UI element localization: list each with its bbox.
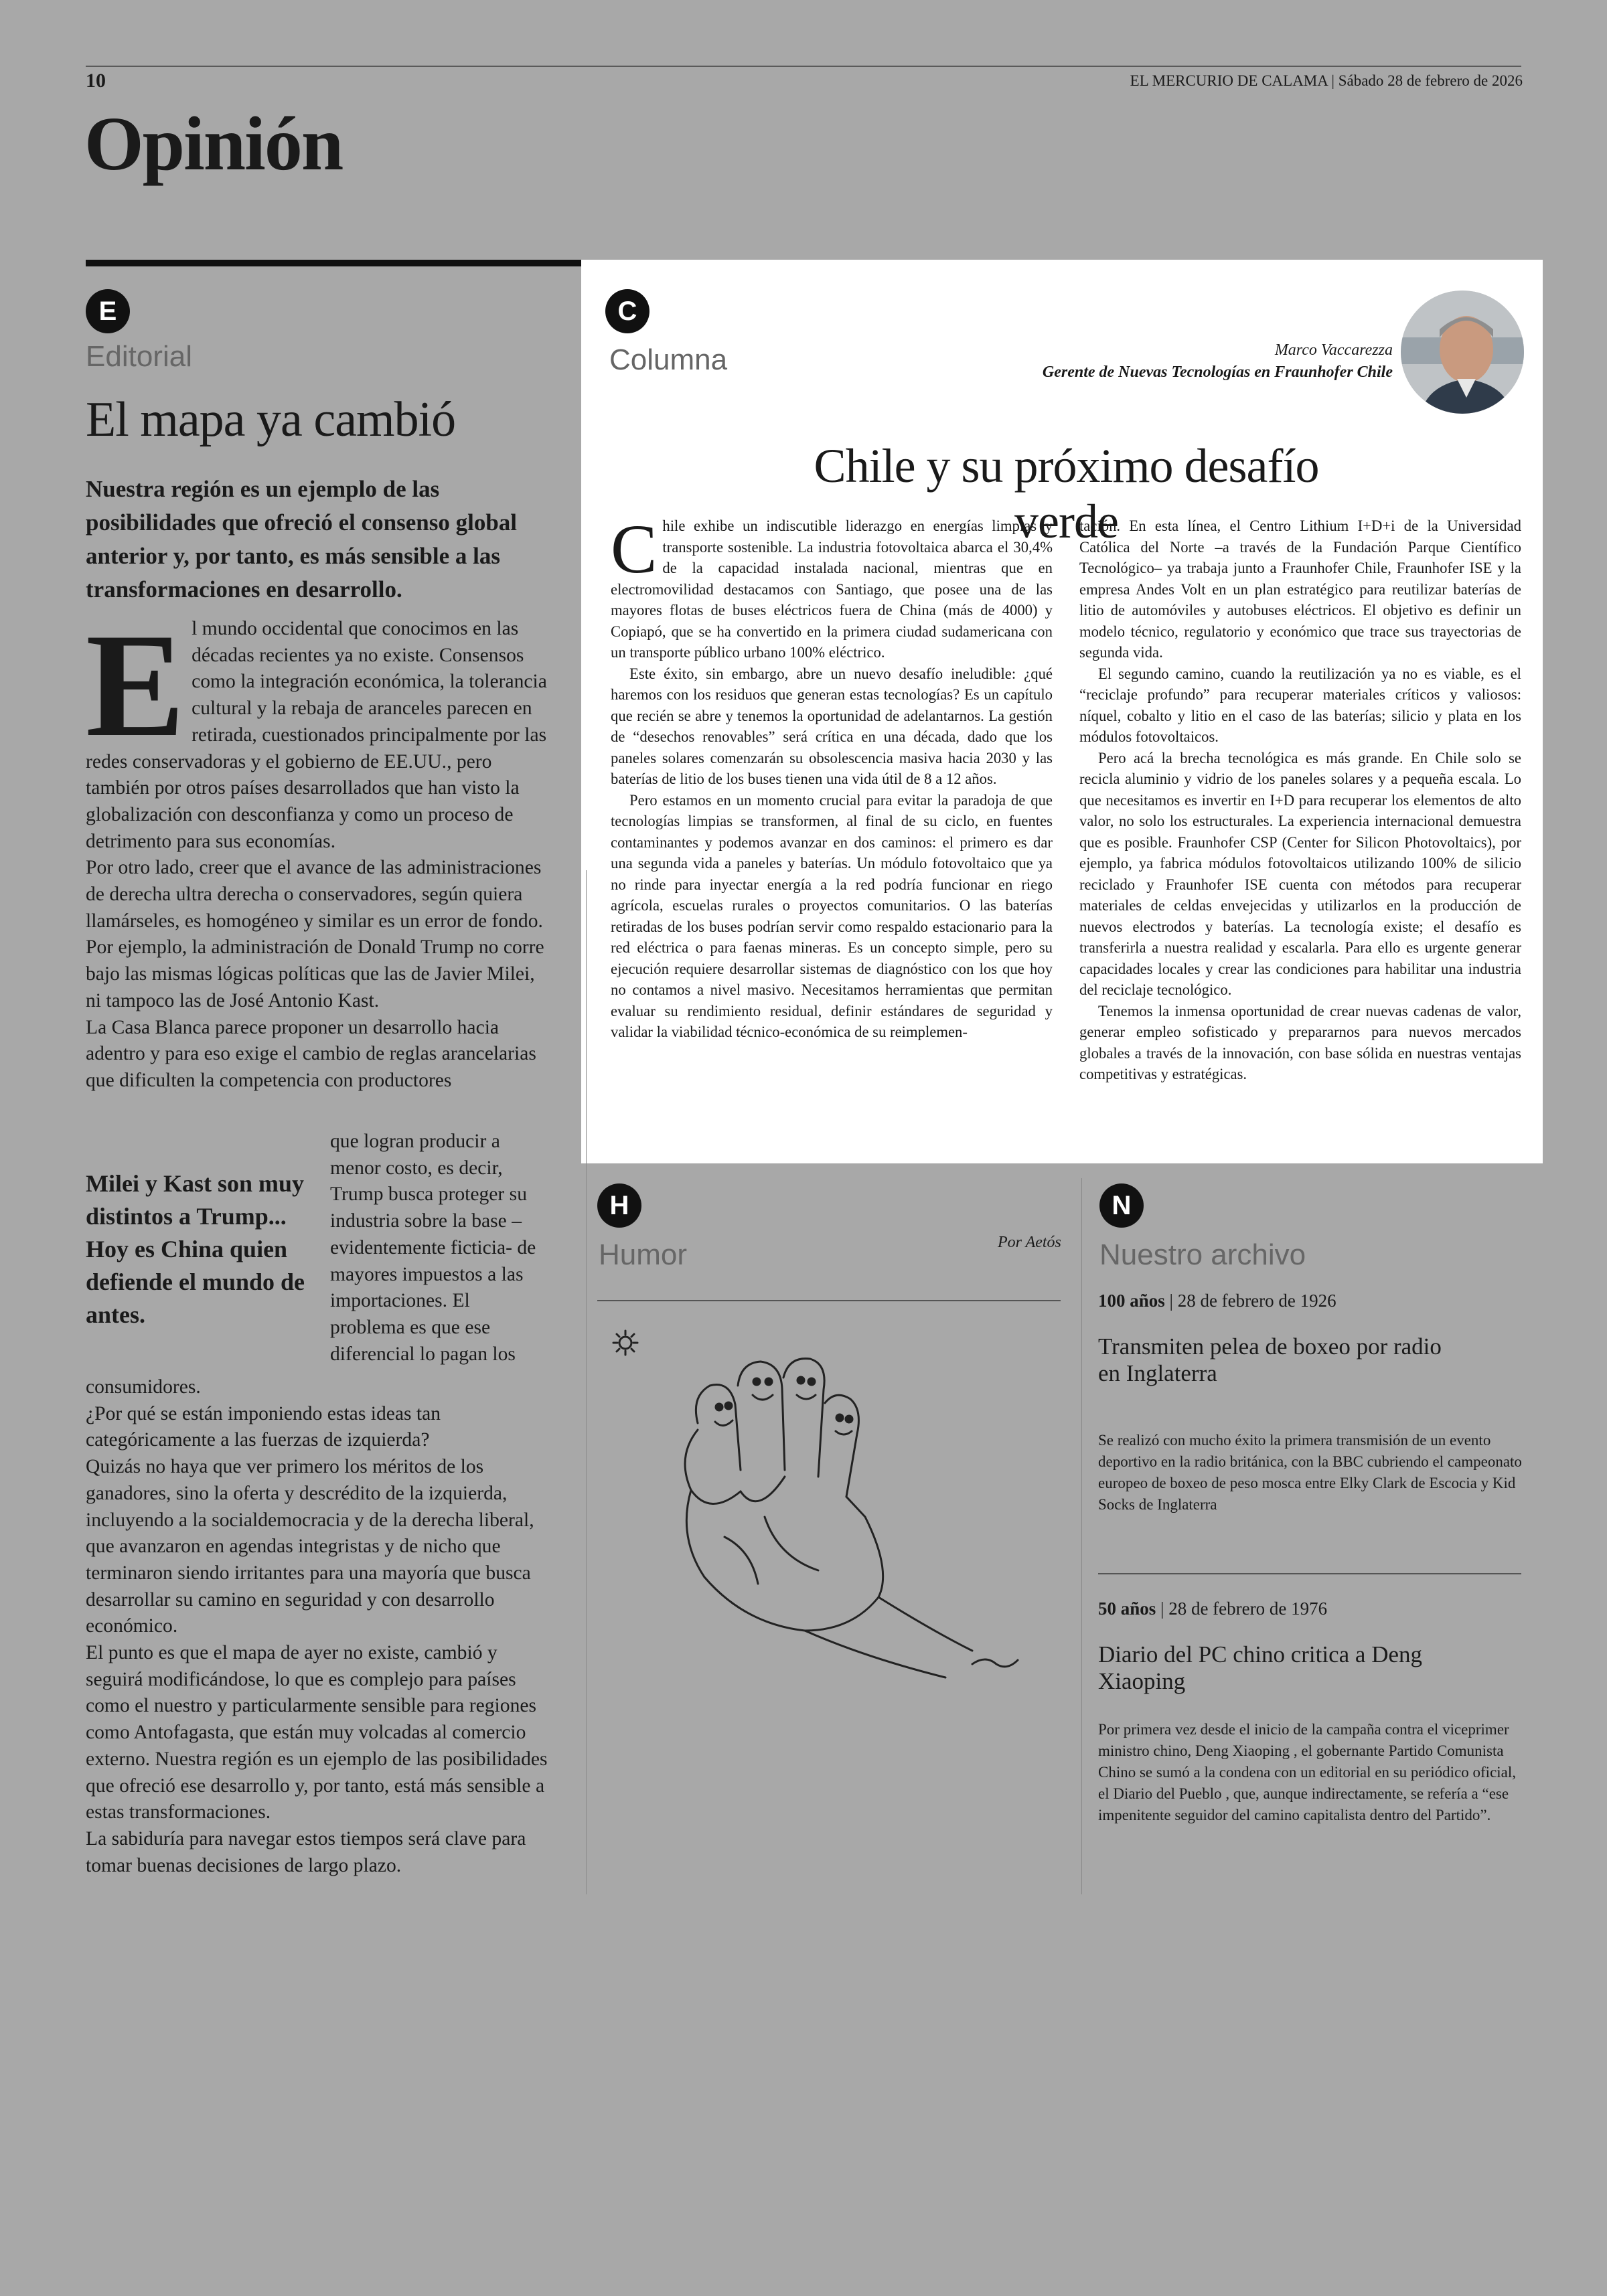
column-paragraph: Pero acá la brecha tecnológica es más grande. En Chile solo se recicla aluminio y vidrio de los paneles solares y a pequeña escala. Lo que necesitamos es invertir en I+D para recuperar los elementos de alto valor, no solo los estructurales. La experiencia internacional demuestra que es posible. Fraunhofer CSP (Center for Silicon Photovoltaics), por ejemplo, ya fabrica módulos fotovoltaicos utilizando 100% de silicio reciclado y Fraunhofer ISE cuenta con métodos para recuperar materiales de celdas envejecidas y utilizarlos en la producción de nuevos electrodos y baterías. La tecnología existe; el desafío es transferirla a nuestra realidad y escalarla. Para ello es urgente generar capacidades locales y crear las condiciones para habilitar una industria del reciclaje tecnológico. [1079,749,1521,998]
archive-date: 28 de febrero de 1976 [1168,1598,1328,1619]
column-paragraph: Este éxito, sin embargo, abre un nuevo desafío ineludible: ¿qué haremos con los residuos que generan estas tecnologías? Es un capítulo que recién se abre y tenemos la oportunidad de adelantarnos. La gestión de “desechos renovables” será crítica en una década, dado que los paneles solares comenzarán su obsolescencia masiva hacia 2030 y las baterías de litio de los buses tienen una vida útil de 8 a 12 años. [611,665,1053,787]
editorial-paragraph: El punto es que el mapa de ayer no existe, cambió y seguirá modificándose, lo que es complejo para países como el nuestro y particularmente sensible para regiones como Antofagasta, que están muy volcadas al comercio externo. Nuestra región es un ejemplo de las posibilidades que ofreció ese desarrollo y, por tanto, está más sensible a estas transformaciones. [86,1642,548,1823]
editorial-paragraph: consumidores. [86,1376,201,1398]
page-number: 10 [86,70,106,92]
archive-kicker: Nuestro archivo [1099,1238,1306,1271]
archive-headline: Transmiten pelea de boxeo por radio en Inglaterra [1098,1333,1442,1386]
folio: EL MERCURIO DE CALAMA | Sábado 28 de febrero de 2026 [1130,72,1523,89]
editorial-lead: Nuestra región es un ejemplo de las posibilidades que ofreció el consenso global anterior y, por tanto, es más sensible a las transformaciones en desarrollo. [86,476,518,602]
archive-text: Se realizó con mucho éxito la primera transmisión de un evento deportivo en la radio británica, con la BBC cubriendo el campeonato europeo de boxeo de peso mosca entre Elky Clark de Escocia y Kid Socks de Inglaterra [1098,1432,1522,1513]
top-rule [86,66,1521,67]
archive-years: 50 años [1098,1598,1156,1619]
issue-date: Sábado 28 de febrero de 2026 [1338,72,1523,89]
column-divider-left [586,870,587,1894]
editorial-paragraph: ¿Por qué se están imponiendo estas ideas tan categóricamente a las fuerzas de izquierda? [86,1402,441,1451]
column-paragraph: Pero estamos en un momento crucial para evitar la paradoja de que tecnologías limpias se transformen, al final de su ciclo, en fuentes contaminantes y podemos avanzar en dos caminos: el primero es dar una segunda vida a paneles y baterías. Un módulo fotovoltaico que ya no rinde para inyectar energía a la red podría funcionar en riego agrícola, escuelas rurales o proyectos comunitarios. O las baterías retiradas de los buses podrían servir como respaldo estacionario para la red eléctrica o para faenas mineras. Es un concepto simple, pero su ejecución requiere desarrollar sistemas de diagnóstico con los que hoy no contamos a nivel masivo. Necesitamos herramientas que permitan evaluar su rendimiento residual, definir estándares de seguridad y validar la viabilidad técnico-económica de su reimplemen- [611,791,1053,1040]
column-dropcap: C [611,511,658,588]
editorial-wrap-text: que logran producir a menor costo, es decir, Trump busca proteger su industria sobre la base –evidentemente ficticia- de mayores impuestos a las importaciones. El problema es que ese diferencial lo pagan los [330,1131,536,1365]
archive-item-label: 50 años | 28 de febrero de 1976 [1098,1598,1328,1619]
humor-kicker: Humor [599,1238,688,1271]
column-paragraph: tación. En esta línea, el Centro Lithium I+D+i de la Universidad Católica del Norte –a través de la Fundación Parque Científico Tecnológico– ya trabaja junto a Fraunhofer Chile, Fraunhofer ISE y la empresa Andes Volt en un plan estratégico para reutilizar baterías de litio de automóviles y autobuses eléctricos. El objetivo es definir un modelo técnico, regulatorio y económico que trace sus trayectorias de segunda vida. [1079,517,1521,661]
humor-badge: H [597,1183,641,1228]
column-kicker: Columna [609,343,728,376]
editorial-paragraph: La Casa Blanca parece proponer un desarrollo hacia adentro y para eso exige el cambio de reglas arancelarias que dificulten la competencia con productores [86,1016,536,1091]
editorial-badge: E [86,289,130,333]
archive-years: 100 años [1098,1291,1165,1311]
archive-item-label: 100 años | 28 de febrero de 1926 [1098,1291,1336,1311]
author-name: Marco Vaccarezza [1274,341,1393,359]
column-text-left [611,511,1053,1043]
column-text-right [1079,515,1521,1085]
archive-headline: Diario del PC chino critica a Deng Xiaoping [1098,1641,1423,1694]
archive-rule [1098,1573,1521,1574]
column-divider-right [1081,1178,1082,1894]
editorial-p1: l mundo occidental que conocimos en las décadas recientes ya no existe. Consensos como la integración económica, la tolerancia cultural y la rebaja de aranceles parecen en retirada, cuestionados principalmente por las redes conservadoras y el gobierno de EE.UU., pero también por otros países desarrollados que han visto la globalización con desconfianza y como un proceso de detrimento para sus economías. [86,618,547,852]
newspaper-name: EL MERCURIO DE CALAMA [1130,72,1328,89]
author-portrait-icon [1401,291,1524,414]
author-role: Gerente de Nuevas Tecnologías en Fraunhofer Chile [1042,363,1393,381]
editorial-pull-quote: Milei y Kast son muy distintos a Trump... Hoy es China quien defiende el mundo de antes. [86,1170,305,1328]
archive-text: Por primera vez desde el inicio de la campaña contra el viceprimer ministro chino, Deng Xiaoping , el gobernante Partido Comunista Chino se sumó a la condena con un editorial en su periódico oficial, el Diario del Pueblo , que, aunque indirectamente, se refería a “ese impenitente seguidor del camino capitalista dentro del Partido”. [1098,1721,1517,1823]
section-title: Opinión [84,101,343,186]
column-left-p1: hile exhibe un indiscutible liderazgo en energías limpias y transporte sostenible. La industria fotovoltaica abarca el 30,4% de la capacidad instalada nacional, mientras que en electromovilidad destacamos con Santiago, que posee una de las mayores flotas de buses eléctricos fuera de China (más de 4000) y Copiapó, que se ha convertido en la primera ciudad sudamericana con un transporte público urbano 100% eléctrico. [611,517,1053,661]
editorial-paragraph [86,603,548,855]
column-badge: C [605,289,649,333]
column-paragraph: Tenemos la inmensa oportunidad de crear nuevas cadenas de valor, generar empleo sofisticado y prepararnos para nuevos mercados globales a través de la innovación, con base sólida en nuestras ventajas competitivas y estratégicas. [1079,1002,1521,1082]
editorial-kicker: Editorial [86,340,192,373]
cartoon-illustration [597,1316,1059,1698]
column-paragraph [611,511,1053,663]
editorial-dropcap: E [86,603,185,768]
humor-credit: Por Aetós [998,1234,1061,1251]
editorial-body [86,603,548,1094]
editorial-paragraph: Quizás no haya que ver primero los méritos de los ganadores, sino la oferta y descrédito de la izquierda, incluyendo a la socialdemocracia y de la derecha liberal, que avanzaron en agendas integristas y de nicho que terminaron siendo irritantes para una mayoría que busca desarrollar su camino en seguridad y con desarrollo económico. [86,1456,534,1637]
author-photo [1401,291,1524,414]
editorial-paragraph: La sabiduría para navegar estos tiempos será clave para tomar buenas decisiones de largo plazo. [86,1827,526,1876]
column-title: Chile y su próximo desafío verde [814,439,1319,548]
editorial-body-continued [86,1374,548,1879]
humor-rule [597,1300,1061,1301]
editorial-paragraph: Por otro lado, creer que el avance de las administraciones de derecha ultra derecha o conservadores, según quiera llamárseles, es homogéneo y similar es un error de fondo. Por ejemplo, la administración de Donald Trump no corre bajo las mismas lógicas políticas que las de Javier Milei, ni tampoco las de José Antonio Kast. [86,857,544,1011]
column-paragraph: El segundo camino, cuando la reutilización ya no es viable, es el “reciclaje profundo” para recuperar materiales críticos y valiosos: níquel, cobalto y litio en el caso de las baterías; silicio y plata en los módulos fotovoltaicos. [1079,665,1521,745]
archive-badge: N [1099,1183,1144,1228]
cartoon-hand-icon [597,1316,1059,1698]
archive-date: 28 de febrero de 1926 [1177,1291,1336,1311]
editorial-title: El mapa ya cambió [86,392,456,447]
